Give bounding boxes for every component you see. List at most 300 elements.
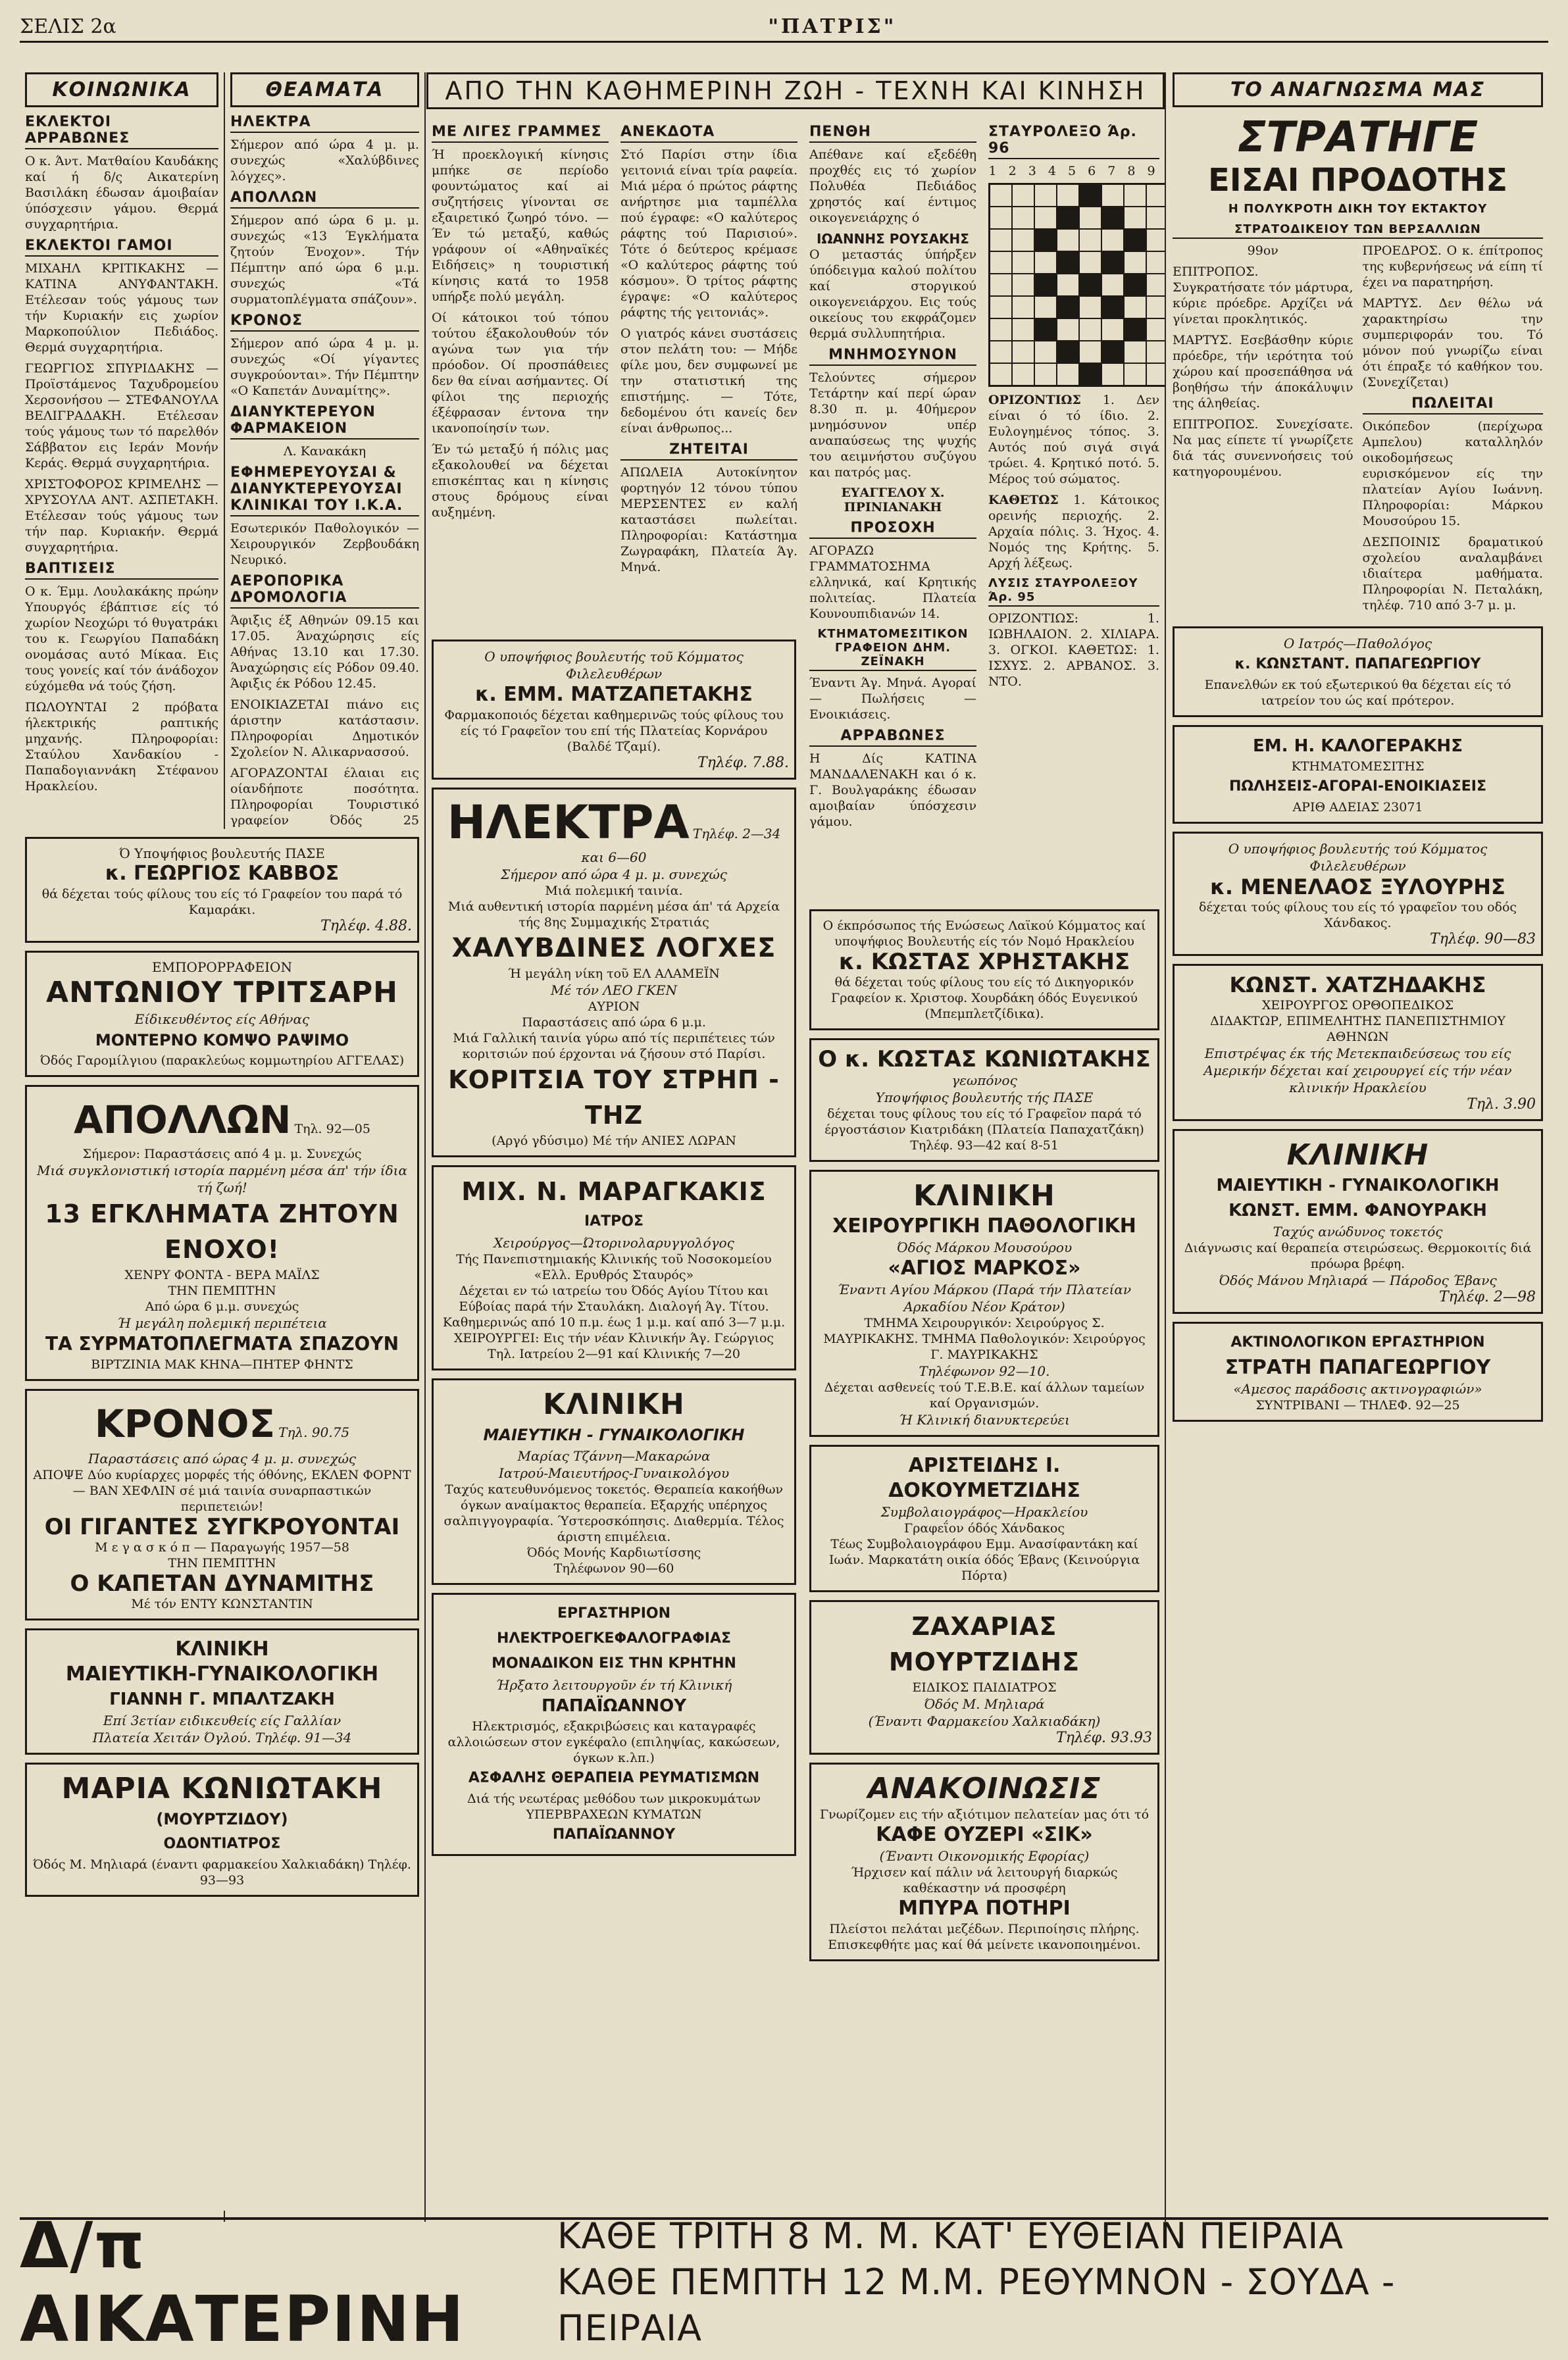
footer-ship-ad xyxy=(20,2209,1548,2356)
ad-line: ΒΙΡΤΖΙΝΙΑ ΜΑΚ ΚΗΝΑ—ΠΗΤΕΡ ΦΗΝΤΣ xyxy=(91,1357,353,1372)
article-text: Ο γιατρός κάνει συστάσεις στον πελάτη του: — Μήδε φίλε μου, δεν συμφωνεί με την στατιστική της επιστήμης. — Τότε, δεδομένου ότι κανείς δεν είναι άνθρωπος... xyxy=(620,326,797,436)
crossword-cell xyxy=(1101,207,1124,229)
article-text: Ο κ. Έμμ. Λουλακάκης πρώην Υπουργός έβάπτισε είς τό χωρίον Νεοχώρι τό θυγατράκι του κ. Γεωργίου Παπαδάκη ονομάσας αυτό Μίκαα. Εις τους γονείς καί τόν άνάδοχον εύχόμεθα νά τούς ζήση. xyxy=(25,584,218,693)
ad-line: Γνωρίζομεν εις τήν αξιότιμον πελατείαν μας ότι τό xyxy=(819,1807,1150,1822)
ad-line: Ή μεγάλη νίκη τοῦ ΕΛ ΑΛΑΜΕΪΝ xyxy=(508,967,720,981)
crossword-cell[interactable] xyxy=(1146,251,1165,274)
crossword-across-heading: ΟΡΙΖΟΝΤΙΩΣ xyxy=(988,393,1081,407)
article-text: Σήμερον από ώρα 4 μ. μ. συνεχώς «Οί γίγαντες συγκρούονται». Τήν Πέμπτην «Ο Καπετάν Δυναμίτης». xyxy=(230,336,419,398)
crossword-cell[interactable] xyxy=(990,318,1012,341)
crossword-cell[interactable] xyxy=(1101,184,1124,207)
ad-line: ΠΩΛΗΣΕΙΣ-ΑΓΟΡΑΙ-ΕΝΟΙΚΙΑΣΕΙΣ xyxy=(1228,778,1487,795)
ad-line: (ΜΟΥΡΤΖΙΔΟΥ) xyxy=(156,1810,288,1828)
ad-line: Ταχύς κατευθυνόμενος τοκετός. Θεραπεία κακοήθων όγκων αναίμακτος θεραπεία. Εξαρχής υπέρηχος σαλπιγγογραφία. Ύστεροσκόπησις. Διαθερμία. Τέλος άριστη επιμέλεια. xyxy=(443,1482,784,1544)
ad-line: ΚΛΙΝΙΚΗ xyxy=(543,1388,685,1421)
ad-film-title: ΤΑ ΣΥΡΜΑΤΟΠΛΕΓΜΑΤΑ ΣΠΑΖΟΥΝ xyxy=(45,1333,399,1355)
ad-name: κ. ΜΕΝΕΛΑΟΣ ΞΥΛΟΥΡΗΣ xyxy=(1210,874,1505,899)
crossword-cell[interactable] xyxy=(990,341,1012,363)
ads-center-right-column xyxy=(804,901,1165,2211)
ad-line: Γραφεΐον όδός Χάνδακος xyxy=(904,1521,1065,1536)
ad-name: ΑΝΤΩΝΙΟΥ ΤΡΙΤΣΑΡΗ xyxy=(46,976,398,1009)
section-heading: ΗΛΕΚΤΡΑ xyxy=(230,114,419,133)
ads-center-column xyxy=(426,632,801,2211)
crossword-column xyxy=(983,118,1165,895)
ad-name: ΜΑΡΙΑ ΚΩΝΙΩΤΑΚΗ xyxy=(61,1772,383,1805)
crossword-cell[interactable] xyxy=(990,184,1012,207)
ad-line: ΑΣΦΑΛΗΣ ΘΕΡΑΠΕΙΑ ΡΕΥΜΑΤΙΣΜΩΝ xyxy=(468,1770,760,1786)
ad-line: ΟΔΟΝΤΙΑΤΡΟΣ xyxy=(163,1836,281,1852)
ad-name: ΓΙΑΝΝΗ Γ. ΜΠΑΛΤΖΑΚΗ xyxy=(109,1690,335,1709)
article-text: Στό Παρίσι στην ίδια γειτονιά είναι τρία ραφεία. Μιά μέρα ό πρώτος ράφτης ανήρτησε μια ταμπέλλα πού έγραφε: «Ο καλύτερος ράφτης τού Παρισιού». Τότε ό δεύτερος κρέμασε «Ο καλύτερος ράφτης τού κόσμου». Ό τρίτος ράφτης έγραψε: «Ο καλύτερος ράφτης τής γειτονιάς». xyxy=(620,147,797,320)
serial-text: ΜΑΡΤΥΣ. Δεν θέλω νά χαρακτηρίσω την συμπεριφοράν του. Τό μόνον πού γνωρίζω είναι ότι έπραξε τό καθήκον του. (Συνεχίζεται) xyxy=(1362,296,1543,389)
ad-line: ΑΡΙΘ ΑΔΕΙΑΣ 23071 xyxy=(1292,800,1423,815)
classified-text: ΑΓΟΡΑΖΟΝΤΑΙ έλαιαι εις οίανδήποτε ποσότητα. Πληροφορίαι Τουριστικό γραφείον Όδός 25 xyxy=(230,766,419,828)
ad-line: ΕΜΠΟΡΟΡΡΑΦΕΙΟΝ xyxy=(152,959,292,975)
ad-line: ΙΑΤΡΟΣ xyxy=(584,1213,644,1230)
crossword-cell[interactable] xyxy=(990,251,1012,274)
ad-line: Όδός Μ. Μηλιαρά (έναντι φαρμακείου Χαλκιαδάκη) Τηλέφ. 93—93 xyxy=(33,1857,411,1888)
article-text: Τελούντες σήμερον Τετάρτην καί περί ώραν 8.30 π. μ. 40ήμερον μνημόσυνον υπέρ αναπαύσεως της ψυχής του αειμνήστου συζύγου και πατρός μας. xyxy=(809,370,976,480)
ad-heading: ΑΝΑΚΟΙΝΩΣΙΣ xyxy=(867,1772,1101,1805)
ad-line: Παραστάσεις από ώρας 4 μ. μ. συνεχώς xyxy=(88,1451,357,1467)
ad-line: ΚΛΙΝΙΚΗ xyxy=(913,1179,1055,1213)
article-text: Λ. Κανακάκη xyxy=(283,444,367,459)
ad-line: Μιά πολεμική ταινία. xyxy=(545,884,683,898)
ad-phone: Τηλ. Ιατρείου 2—91 καί Κλινικής 7—20 xyxy=(488,1347,740,1361)
column-me-liges-grammes xyxy=(426,118,614,625)
section-heading: ΖΗΤΕΙΤΑΙ xyxy=(620,441,797,461)
crossword-cell[interactable] xyxy=(1124,341,1146,363)
classified-text: Οικόπεδον (περίχωρα Αμπελου) καταλληλόν οικοδομήσεως ευρισκόμενον είς την πλατείαν Αγίου Ιωάννη. Πληροφορίαι: Μάρκου Μουσούρου 15. xyxy=(1362,419,1543,528)
ad-film-title: ΟΙ ΓΙΓΑΝΤΕΣ ΣΥΓΚΡΟΥΟΝΤΑΙ xyxy=(44,1514,400,1540)
crossword-cell[interactable] xyxy=(1012,184,1034,207)
crossword-cell[interactable] xyxy=(1012,363,1034,386)
ad-phone: Τηλέφ. 4.88. xyxy=(320,918,412,934)
ad-line: ΑΠΟΨΕ Δύο κυρίαρχες μορφές τής όθόνης, ΕΚΛΕΝ ΦΟΡΝΤ — ΒΑΝ ΧΕΦΛΙΝ σέ μιά ταινία συναρπαστικών περιπετειών! xyxy=(33,1468,411,1514)
crossword-cell[interactable] xyxy=(990,363,1012,386)
page-header xyxy=(20,12,1548,43)
crossword-cell[interactable] xyxy=(1146,207,1165,229)
crossword-cell[interactable] xyxy=(1057,229,1079,251)
crossword-cell[interactable] xyxy=(1034,363,1057,386)
ad-line: Σήμερον από ώρα 4 μ. μ. συνεχώς xyxy=(501,866,727,882)
ad-name: ΚΩΝΣΤ. ΧΑΤΖΗΔΑΚΗΣ xyxy=(1229,972,1486,997)
ad-line: ΚΤΗΜΑΤΟΜΕΣΙΤΗΣ xyxy=(1291,759,1425,774)
ad-line: ΚΛΙΝΙΚΗ xyxy=(175,1638,269,1661)
crossword-cell xyxy=(1034,229,1057,251)
serial-title-line2: ΕΙΣΑΙ ΠΡΟΔΟΤΗΣ xyxy=(1208,162,1507,199)
ad-name: ΠΑΠΑΪΩΑΝΝΟΥ xyxy=(541,1696,687,1716)
ad-line: Φαρμακοποιός δέχεται καθημερινῶς τούς φίλους του είς τό Γραφεῖον του επί τής Πλατείας Κορνάρου (Βαλδέ Τζαμί). xyxy=(444,708,784,754)
crossword-cell xyxy=(1101,251,1124,274)
ad-line: ΑΚΤΙΝΟΛΟΓΙΚΟΝ ΕΡΓΑΣΤΗΡΙΟΝ xyxy=(1230,1334,1485,1351)
newspaper-title: "ΠΑΤΡΙΣ" xyxy=(768,14,897,38)
ad-phone: Τηλέφωνον 90—60 xyxy=(553,1561,674,1576)
ad-line: Όδός Μονής Καρδιωτίσσης xyxy=(526,1545,701,1560)
ad-aktinologiko xyxy=(1173,1322,1543,1422)
article-text: Ο κ. Άντ. Ματθαίου Καυδάκης καί ή δ/ς Αικατερίνη Βασιλάκη έδωσαν άμοιβαίαν ύπόσχεσιν γάμου. Θερμά συγχαρητήρια. xyxy=(25,154,218,232)
ad-line: δέχεται τους φίλους του είς τό Γραφεῖον παρά τό έργοστάσιον Κιατριδάκη (Πλατεία Παπαχατζάκη) Τηλέφ. 93—42 καί 8-51 xyxy=(824,1107,1144,1153)
ad-line: Μιά αυθεντική ιστορία παρμένη μέσα άπ' τά Αρχεία τής 8ης Συμμαχικής Στρατιάς xyxy=(447,899,780,930)
article-text: Οί κάτοικοι τού τόπου τούτου έξακολουθούν τόν αγώνα των για τήν πρόοδον. Οί προσπάθειες δεν θα είναι ασήμαντες. Οί φίλοι της περιοχής έξέφρασαν έντονα την ικανοποίησίν των. xyxy=(432,311,609,436)
ad-line: ΕΙΔΙΚΟΣ ΠΑΙΔΙΑΤΡΟΣ xyxy=(912,1680,1057,1695)
crossword-cell[interactable] xyxy=(1034,184,1057,207)
ad-maragkakis xyxy=(432,1165,796,1370)
crossword-across-clues: 1. Δεν είναι ό τό ίδιο. 2. Ευλογημένος τόπος. 3. Αυτός πού σιγά σιγά τρώει. 4. Κρητικό ποτό. 5. Μέρος τού σώματος. xyxy=(988,393,1159,486)
ad-line: ΜΑΙΕΥΤΙΚΗ - ΓΥΝΑΙΚΟΛΟΓΙΚΗ xyxy=(1216,1176,1500,1195)
ad-line: Τής Πανεπιστημιακής Κλινικής τοῦ Νοσοκομείου «Ελλ. Ερυθρός Σταυρός» xyxy=(456,1252,772,1282)
ad-line: Ο υποψήφιος βουλευτής τοῦ Κόμματος Φιλελευθέρων xyxy=(484,649,744,682)
ad-line: γεωπόνος xyxy=(951,1072,1017,1088)
crossword-cell xyxy=(1101,341,1124,363)
ad-line: Ηλεκτρισμός, εξακριβώσεις και καταγραφές αλλοιώσεων στον εγκέφαλο (επιληψίας, κακώσεων, όγκων κ.λπ.) xyxy=(447,1719,780,1765)
ad-name: Ο κ. ΚΩΣΤΑΣ ΚΩΝΙΩΤΑΚΗΣ xyxy=(818,1046,1151,1072)
crossword-cell[interactable] xyxy=(1124,207,1146,229)
crossword-cell[interactable] xyxy=(1146,274,1165,296)
ad-line: Ή μεγάλη πολεμική περιπέτεια xyxy=(117,1315,327,1331)
ad-line: Ό Υποψήφιος βουλευτής ΠΑΣΕ xyxy=(119,845,325,861)
crossword-cell[interactable] xyxy=(990,229,1012,251)
ad-line: ΣΥΝΤΡΙΒΑΝΙ — ΤΗΛΕΦ. 92—25 xyxy=(1255,1398,1460,1413)
crossword-cell[interactable] xyxy=(1146,184,1165,207)
ad-line: Επιστρέψας έκ τής Μετεκπαιδεύσεως του είς Αμερικήν δέχεται καί χειρουργεί είς τήν νέαν κλινικήν Ηρακλείου xyxy=(1203,1045,1512,1095)
crossword-cell[interactable] xyxy=(1012,229,1034,251)
classified-text: Έναντι Άγ. Μηνά. Αγοραί — Πωλήσεις — Ενοικιάσεις. xyxy=(809,676,976,722)
ad-line: ΚΛΙΝΙΚΗ xyxy=(1286,1138,1429,1172)
ad-name: ΑΡΙΣΤΕΙΔΗΣ Ι. ΔΟΚΟΥΜΕΤΖΙΔΗΣ xyxy=(888,1454,1080,1502)
ad-line: Ταχύς ανώδυνος τοκετός xyxy=(1273,1224,1443,1240)
ad-xristakis xyxy=(809,909,1159,1030)
ad-line: Χειρούργος—Ώτορινολαρυγγολόγος xyxy=(493,1235,734,1251)
ad-line: Ο Ιατρός—Παθολόγος xyxy=(1283,636,1432,651)
page-number: ΣΕΛΙΣ 2α xyxy=(20,14,116,38)
crossword-number: Άρ. 96 xyxy=(988,124,1137,157)
section-heading: ΜΝΗΜΟΣΥΝΟΝ xyxy=(809,347,976,366)
section-heading: ΠΕΝΘΗ xyxy=(809,124,976,143)
crossword-cell[interactable] xyxy=(1034,296,1057,318)
crossword-cell[interactable] xyxy=(990,274,1012,296)
ad-kavvos xyxy=(25,837,419,943)
ad-phone: Τηλ. 3.90 xyxy=(1467,1096,1536,1113)
ad-tritsaris xyxy=(25,951,419,1077)
ad-name: ΜΙΧ. Ν. ΜΑΡΑΓΚΑΚΙΣ xyxy=(461,1177,767,1206)
ad-line: Δέχεται ασθενείς τού Τ.Ε.Β.Ε. καί άλλων ταμείων καί Οργανισμών. xyxy=(824,1380,1145,1411)
classified-text: ΑΠΩΛΕΙΑ Αυτοκίνητον φορτηγόν 12 τόνου τύπου ΜΕΡΣΕΝΤΕΣ εν καλή καταστάσει πωλείται. Πληροφορίαι: Κατάστημα Ζωγραφάκη, Πλατεία Άγ. Μηνά. xyxy=(620,465,797,574)
ad-line: Συμβολαιογράφος—Ηρακλείου xyxy=(880,1504,1088,1520)
crossword-cell[interactable] xyxy=(1057,274,1079,296)
crossword-cell[interactable] xyxy=(1101,363,1124,386)
ad-line: ΠΑΠΑΪΩΑΝΝΟΥ xyxy=(552,1826,676,1843)
ad-line: Μέ τόν ΕΝΤΥ ΚΩΝΣΤΑΝΤΙΝ xyxy=(131,1597,313,1611)
section-heading: ΠΡΟΣΟΧΗ xyxy=(809,520,976,539)
ad-line: ΤΗΝ ΠΕΜΠΤΗΝ xyxy=(168,1556,276,1570)
ad-line: Δέχεται εν τώ ιατρείω του Όδός Αγίου Τίτου και Εύβοίας παρά τήν Σταυλάκη. Διαλογή Άγ. Τίτου. Καθημερινώς από 10 π.μ. έως 1 μ.μ. καί από 3—7 μ.μ. xyxy=(442,1284,786,1330)
ad-line: ΔΙΔΑΚΤΩΡ, ΕΠΙΜΕΛΗΤΗΣ ΠΑΝΕΠΙΣΤΗΜΙΟΥ ΑΘΗΝΩΝ xyxy=(1209,1014,1506,1044)
ad-name: «ΑΓΙΟΣ ΜΑΡΚΟΣ» xyxy=(888,1257,1081,1280)
crossword-cell xyxy=(1034,274,1057,296)
ad-film-title: ΚΟΡΙΤΣΙΑ ΤΟΥ ΣΤΡΗΠ - ΤΗΖ xyxy=(448,1065,780,1130)
ad-ilektra-cinema xyxy=(432,788,796,1157)
ad-phone: Τηλέφ. 2—98 xyxy=(1439,1289,1536,1305)
article-text: ΓΕΩΡΓΙΟΣ ΣΠΥΡΙΔΑΚΗΣ — Προϊστάμενος Ταχυδρομείου Χερσονήσου — ΣΤΕΦΑΝΟΥΛΑ ΒΕΛΙΓΡΑΔΑΚΗ. Ετέλεσαν τούς γάμους των τό παρελθόν Σάββατον εις Ιεράν Μονήν Κεράς. Θερμά συγχαρητήρια. xyxy=(25,361,218,470)
article-text: Σήμερον από ώρα 4 μ. μ. συνεχώς «Χαλύβδινες λόγχες». xyxy=(230,138,419,184)
ship-schedule-line: ΚΑΘΕ ΠΕΜΠΤΗ 12 Μ.Μ. ΡΕΘΥΜΝΟΝ - ΣΟΥΔΑ - ΠΕΙΡΑΙΑ xyxy=(557,2261,1396,2349)
crossword-cell[interactable] xyxy=(1057,184,1079,207)
section-title-anagnosma: ΤΟ ΑΝΑΓΝΩΣΜΑ ΜΑΣ xyxy=(1173,72,1543,107)
crossword-cell xyxy=(1124,229,1146,251)
ad-line: δέχεται τούς φίλους του είς τό γραφεῖον του οδός Χάνδακος. xyxy=(1198,900,1517,930)
ad-name: ΖΑΧΑΡΙΑΣ ΜΟΥΡΤΖΙΔΗΣ xyxy=(888,1612,1080,1676)
section-title-koinonika: ΚΟΙΝΩΝΙΚΑ xyxy=(25,72,218,107)
crossword-cell[interactable] xyxy=(1079,296,1101,318)
section-heading: ΒΑΠΤΙΣΕΙΣ xyxy=(25,561,218,580)
ad-line: Μιά Γαλλική ταινία γύρω από τίς περιπέτειες τών κοριτσιών πού έρχονται νά ζήσουν στό Παρίσι. xyxy=(453,1031,775,1061)
ad-kafe-sik xyxy=(809,1763,1159,1961)
serial-episode: 99ον xyxy=(1247,243,1278,258)
serial-text: ΕΠΙΤΡΟΠΟΣ. Συγκρατήσατε τόν μάρτυρα, κύριε πρόεδρε. Αρχίζει νά γίνεται προκλητικός. xyxy=(1173,264,1353,326)
crossword-cell[interactable] xyxy=(1012,296,1034,318)
article-text: Άφιξις έξ Αθηνών 09.15 και 17.05. Άναχώρησις είς Αθήνας 13.10 και 17.30. Άναχώρησις είς Ρόδον 09.40. Άφιξις έκ Ρόδου 12.45. xyxy=(230,613,419,691)
article-text: Ή προεκλογική κίνησις μπήκε σε περίοδο φουντώματος καί ai συζητήσεις γίνονται σε εξαιρετικό ζωηρό τόνο. — Έν τώ μεταξύ, καθώς γράφουν οί «Αθηναϊκές Ειδήσεις» η τουριστική κίνησις κατά το 1958 υπήρξε πολύ μεγάλη. xyxy=(432,147,609,304)
ad-line: ΤΗΝ ΠΕΜΠΤΗΝ xyxy=(168,1284,276,1298)
crossword-column-numbers: 1 2 3 4 5 6 7 8 9 xyxy=(988,164,1159,178)
ad-kronos-cinema xyxy=(25,1389,419,1620)
ad-line: «Αμεσος παράδοσις ακτινογραφιών» xyxy=(1233,1381,1482,1397)
serial-text: ΠΡΟΕΔΡΟΣ. Ο κ. έπίτροπος της κυβερνήσεως νά είπη τί έχει να παρατηρήση. xyxy=(1362,243,1543,289)
ad-name: κ. ΕΜΜ. ΜΑΤΖΑΠΕΤΑΚΗΣ xyxy=(475,683,753,706)
ad-name: κ. ΚΩΣΤΑΣ ΧΡΗΣΤΑΚΗΣ xyxy=(838,949,1130,975)
serial-text: ΕΠΙΤΡΟΠΟΣ. Συνεχίσατε. Να μας είπετε τί γνωρίζετε διά τάς συνεννοήσεις τού κατηγορουμένου. xyxy=(1173,417,1353,479)
ad-clinic-fanourakis xyxy=(1173,1129,1543,1314)
ad-line: ΜΟΝΑΔΙΚΟΝ ΕΙΣ ΤΗΝ ΚΡΗΤΗΝ xyxy=(492,1655,736,1672)
classified-text: ΕΝΟΙΚΙΑΖΕΤΑΙ πιάνο εις άριστην κατάστασιν. Πληροφορίαι Δημοτικόν Σχολείον Ν. Αλικαρνασσού. xyxy=(230,697,419,759)
section-title-theamata: ΘΕΑΜΑΤΑ xyxy=(230,72,419,107)
serial-subtitle: Η ΠΟΛΥΚΡΟΤΗ ΔΙΚΗ ΤΟΥ ΕΚΤΑΚΤΟΥ xyxy=(1228,202,1488,216)
section-heading: ΑΕΡΟΠΟΡΙΚΑ ΔΡΟΜΟΛΟΓΙΑ xyxy=(230,573,419,609)
ad-phone: Τηλ. 92—05 xyxy=(294,1122,370,1136)
ad-line: θά δέχεται τούς φίλους του είς τό Γραφείον του παρά τό Καμαράκι. xyxy=(41,887,403,917)
section-heading: ΚΤΗΜΑΤΟΜΕΣΙΤΙΚΟΝ ΓΡΑΦΕΙΟΝ ΔΗΜ. ΖΕΪΝΑΚΗ xyxy=(809,627,976,671)
ad-line: ΧΕΙΡΟΥΡΓΙΚΗ ΠΑΘΟΛΟΓΙΚΗ xyxy=(832,1215,1136,1238)
crossword-cell[interactable] xyxy=(990,207,1012,229)
crossword-cell xyxy=(1057,296,1079,318)
crossword-title: ΣΤΑΥΡΟΛΕΞΟ xyxy=(988,124,1102,140)
serial-subtitle: ΣΤΡΑΤΟΔΙΚΕΙΟΥ ΤΩΝ ΒΕΡΣΑΛΛΙΩΝ xyxy=(1173,222,1543,239)
ad-name: ΗΛΕΚΤΡΑ xyxy=(447,795,690,849)
section-heading: ΑΡΡΑΒΩΝΕΣ xyxy=(809,728,976,747)
ad-apollon-cinema xyxy=(25,1085,419,1381)
ad-name: ΜΠΥΡΑ ΠΟΤΗΡΙ xyxy=(898,1897,1071,1920)
crossword-cell xyxy=(1079,184,1101,207)
ad-line: Ή Κλινική διανυκτερεύει xyxy=(899,1412,1070,1428)
ad-papageorgiou-doctor xyxy=(1173,626,1543,717)
crossword-cell xyxy=(1124,274,1146,296)
ad-line: Είδικευθέντος είς Αθήνας xyxy=(134,1011,310,1027)
ad-line: Όδός Γαρομίλγιου (παρακλεύως κομμωτηρίου ΑΓΓΕΛΑΣ) xyxy=(39,1053,405,1068)
ad-line: ΧΕΙΡΟΥΡΓΕΙ: Εις τήν νέαν Κλινικήν Άγ. Γεώργιος xyxy=(453,1331,774,1345)
crossword-cell[interactable] xyxy=(1079,318,1101,341)
article-text: Έν τώ μεταξύ ή πόλις μας εξακολουθεί να δέχεται επισκέπτας και η κίνησις στους δρόμους είναι αυξημένη. xyxy=(432,442,609,520)
ad-line: Μέ τόν ΛΕΟ ΓΚΕΝ xyxy=(551,982,677,998)
crossword-cell[interactable] xyxy=(1034,341,1057,363)
ad-line: Από ώρα 6 μ.μ. συνεχώς xyxy=(145,1299,299,1314)
ad-line: Ο έκπρόσωπος τής Ενώσεως Λαϊκού Κόμματος καί υποψήφιος Βουλευτής είς τόν Νομό Ηρακλείου xyxy=(822,918,1146,949)
crossword-cell[interactable] xyxy=(1146,318,1165,341)
crossword-cell[interactable] xyxy=(1101,274,1124,296)
crossword-cell[interactable] xyxy=(1079,207,1101,229)
column-rule xyxy=(424,72,426,2222)
crossword-cell[interactable] xyxy=(1146,341,1165,363)
ad-dokoumetzidis xyxy=(809,1445,1159,1592)
ad-matzapetakis xyxy=(432,640,796,780)
ad-koniotakis xyxy=(809,1038,1159,1162)
article-text: Απέθανε καί εξεδέθη προχθές εις τό χωρίον Πολυθέα Πεδιάδος χρηστός καί έντιμος οικογενειάρχης ό xyxy=(809,147,976,225)
section-heading: ΔΙΑΝΥΚΤΕΡΕΥΟΝ ΦΑΡΜΑΚΕΙΟΝ xyxy=(230,404,419,439)
ad-name: ΕΜ. Η. ΚΑΛΟΓΕΡΑΚΗΣ xyxy=(1253,736,1463,756)
crossword-cell[interactable] xyxy=(1101,318,1124,341)
ad-clinic-tzanni xyxy=(432,1378,796,1585)
ad-clinic-agios-markos xyxy=(809,1170,1159,1437)
column-rule xyxy=(1165,72,1166,2222)
ad-line: Τέως Συμβολαιογράφου Εμμ. Ανασίφαντάκη καί Ιωάν. Μαρκατάτη οικία όδός Έβανς (Κεινούργια Πόρτα) xyxy=(828,1537,1140,1583)
section-heading: ΕΚΛΕΚΤΟΙ ΓΑΜΟΙ xyxy=(25,238,218,257)
ad-line: Πλατεία Χειτάν Όγλού. Τηλέφ. 91—34 xyxy=(92,1730,352,1745)
ad-phone: Τηλ. 90.75 xyxy=(278,1424,350,1440)
crossword-cell[interactable] xyxy=(990,296,1012,318)
ad-line: Έναντι Αγίου Μάρκου (Παρά τήν Πλατείαν Αρκαδίου Νέον Κράτον) xyxy=(837,1282,1132,1315)
ad-line: Παραστάσεις από ώρα 6 μ.μ. xyxy=(522,1015,706,1030)
crossword-cell xyxy=(1101,296,1124,318)
ad-line: ΜΑΙΕΥΤΙΚΗ - ΓΥΝΑΙΚΟΛΟΓΙΚΗ xyxy=(483,1426,745,1444)
ad-line: ΧΕΙΡΟΥΡΓΟΣ ΟΡΘΟΠΕΔΙΚΟΣ xyxy=(1261,998,1454,1013)
crossword-cell[interactable] xyxy=(1034,207,1057,229)
ad-name: Μαρίας Τζάννη—Μακαρώνα xyxy=(517,1448,711,1464)
serial-text: ΜΑΡΤΥΣ. Εσεβάσθην κύριε πρόεδρε, τήν ιερότητα τού χώρου καί προσεπάθησα νά βοηθήσω τήν άποκάλυψιν της άληθείας. xyxy=(1173,333,1353,411)
ad-phone: Τηλέφ. 90—83 xyxy=(1430,931,1536,947)
column-theamata xyxy=(225,72,424,829)
column-anagnosma xyxy=(1167,72,1548,2211)
crossword-grid[interactable] xyxy=(988,183,1165,387)
ad-film-title: 13 ΕΓΚΛΗΜΑΤΑ ΖΗΤΟΥΝ ΕΝΟΧΟ! xyxy=(45,1199,399,1264)
crossword-down-clues: 1. Κάτοικος ορεινής περιοχής. 2. Αρχαία πόλις. 3. Ήχος. 4. Νομός της Κρήτης. 5. Αρχή λέξεως. xyxy=(988,493,1159,570)
crossword-cell[interactable] xyxy=(1124,251,1146,274)
crossword-cell[interactable] xyxy=(1012,251,1034,274)
crossword-cell[interactable] xyxy=(1012,341,1034,363)
ad-line: (Έναντι Οικονομικής Εφορίας) xyxy=(879,1848,1090,1864)
ad-film-title: Ο ΚΑΠΕΤΑΝ ΔΥΝΑΜΙΤΗΣ xyxy=(70,1570,374,1597)
classified-text: ΠΩΛΟΥΝΤΑΙ 2 πρόβατα ήλεκτρικής ραπτικής μηχανής. Πληροφορίαι: Σταύλου Χανδακίου - Παπαδογιαννάκη Στέφανου Ηρακλείου. xyxy=(25,700,218,793)
crossword-solution: ΟΡΙΖΟΝΤΙΩΣ: 1. ΙΩΒΗΛΑΙΟΝ. 2. ΧΙΛΙΑΡΑ. 3. ΟΓΚΟΙ. ΚΑΘΕΤΩΣ: 1. ΙΣΧΥΣ. 2. ΑΡΒΑΝΟΣ. 3. ΝΤΟ. xyxy=(988,611,1159,689)
column-anekdota xyxy=(615,118,803,625)
section-heading: ΑΠΟΛΛΩΝ xyxy=(230,189,419,209)
section-heading: ΕΚΛΕΚΤΟΙ ΑΡΡΑΒΩΝΕΣ xyxy=(25,114,218,149)
ad-phone: Τηλέφ. 7.88. xyxy=(697,755,789,771)
ship-name: Δ/π ΑΙΚΑΤΕΡΙΝΗ xyxy=(20,2209,465,2356)
ad-line: ΑΥΡΙΟΝ xyxy=(588,999,640,1014)
crossword-cell[interactable] xyxy=(1146,296,1165,318)
crossword-cell[interactable] xyxy=(1124,363,1146,386)
article-text: Ο μεταστάς ύπήρξεν ύπόδειγμα καλού πολίτου καί στοργικού οικογενειάρχου. Εις τούς οικείους του εκφράζομεν θερμά συλλυπητήρια. xyxy=(809,247,976,341)
ad-line: Όδός Μάνου Μηλιαρά — Πάροδος Έβανς xyxy=(1219,1272,1497,1288)
ad-line: ΜΟΝΤΕΡΝΟ ΚΟΜΨΟ ΡΑΨΙΜΟ xyxy=(95,1031,349,1049)
ad-clinic-mpaltzakis xyxy=(25,1628,419,1755)
ad-phone: Τηλέφωνον 92—10. xyxy=(919,1363,1050,1379)
article-text: ΜΙΧΑΗΛ ΚΡΙΤΙΚΑΚΗΣ — ΚΑΤΙΝΑ ΑΝΥΦΑΝΤΑΚΗ. Ετέλεσαν τούς γάμους των τήν Κυριακήν εις χωρίον Μαρκοπούλιον Πεδιάδος. Θερμά συγχαρητήρια. xyxy=(25,261,218,355)
ad-line: Επανελθών εκ τού εξωτερικού θα δέχεται είς τό ιατρείον του ώς καί πρότερον. xyxy=(1204,678,1511,708)
column-notices xyxy=(804,118,982,895)
section-heading: ΕΦΗΜΕΡΕΥΟΥΣΑΙ & ΔΙΑΝΥΚΤΕΡΕΥΟΥΣΑΙ ΚΛΙΝΙΚΑΙ ΤΟΥ Ι.Κ.Α. xyxy=(230,464,419,516)
crossword-cell[interactable] xyxy=(1146,363,1165,386)
article-text: Η Δίς ΚΑΤΙΝΑ ΜΑΝΔΑΛΕΝΑΚΗ και ό κ. Γ. Βουλγαράκης έδωσαν αμοιβαίαν ύπόσχεσιν γάμου. xyxy=(809,751,976,829)
ad-koniotaki-dentist xyxy=(25,1763,419,1897)
crossword-cell[interactable] xyxy=(1079,341,1101,363)
crossword-cell xyxy=(1079,363,1101,386)
ad-line: Όδός Μ. Μηλιαρά xyxy=(924,1696,1045,1712)
crossword-cell[interactable] xyxy=(1034,251,1057,274)
ad-line: Ήρχισεν καί πάλιν νά λειτουργή διαρκώς καθέκαστην νά προσφέρη xyxy=(851,1865,1118,1896)
crossword-cell[interactable] xyxy=(1057,318,1079,341)
crossword-cell xyxy=(1057,341,1079,363)
crossword-cell[interactable] xyxy=(1101,229,1124,251)
section-heading: ΑΝΕΚΔΟΤΑ xyxy=(620,124,797,143)
crossword-cell[interactable] xyxy=(1012,274,1034,296)
article-text: ΧΡΙΣΤΟΦΟΡΟΣ ΚΡΙΜΕΛΗΣ — ΧΡΥΣΟΥΛΑ ΑΝΤ. ΑΣΠΕΤΑΚΗ. Ετέλεσαν τούς γάμους των τήν παρ. Κυριακήν. Θερμά συγχαρητήρια. xyxy=(25,477,218,555)
ad-name: ΣΤΡΑΤΗ ΠΑΠΑΓΕΩΡΓΙΟΥ xyxy=(1225,1356,1491,1379)
ad-name: ΚΡΟΝΟΣ xyxy=(94,1401,276,1446)
section-heading: ΚΡΟΝΟΣ xyxy=(230,313,419,332)
crossword-down-heading: ΚΑΘΕΤΩΣ xyxy=(988,493,1059,507)
crossword-cell[interactable] xyxy=(1012,318,1034,341)
crossword-cell[interactable] xyxy=(1124,296,1146,318)
crossword-cell xyxy=(1057,251,1079,274)
crossword-cell[interactable] xyxy=(1079,229,1101,251)
ad-line: ΕΡΓΑΣΤΗΡΙΟΝ ΗΛΕΚΤΡΟΕΓΚΕΦΑΛΟΓΡΑΦΙΑΣ xyxy=(496,1605,732,1647)
serial-title-line1: ΣΤΡΑΤΗΓΕ xyxy=(1237,113,1479,162)
ad-line: (Αργό γδύσιμο) Μέ τήν ΑΝΙΕΣ ΛΩΡΑΝ xyxy=(492,1134,736,1148)
ad-line: Ιατρού-Μαιευτήρος-Γυναικολόγου xyxy=(498,1465,730,1481)
crossword-cell xyxy=(1079,274,1101,296)
crossword-cell[interactable] xyxy=(1057,363,1079,386)
ad-line: (Έναντι Φαρμακείου Χαλκιαδάκη) xyxy=(868,1713,1101,1729)
classified-text: ΑΓΟΡΑΖΩ ΓΡΑΜΜΑΤΟΣΗΜΑ ελληνικά, καί Κρητικής πολιτείας. Πλατεία Κουνουπιδιανών 14. xyxy=(809,543,976,621)
crossword-solution-title: ΛΥΣΙΣ ΣΤΑΥΡΟΛΕΞΟΥ Άρ. 95 xyxy=(988,576,1159,607)
ad-line: Επί 3ετίαν ειδικευθείς είς Γαλλίαν xyxy=(103,1713,341,1728)
ad-line: Υποψήφιος βουλευτής τής ΠΑΣΕ xyxy=(875,1090,1094,1105)
crossword-cell[interactable] xyxy=(1079,251,1101,274)
section-heading: ΜΕ ΛΙΓΕΣ ΓΡΑΜΜΕΣ xyxy=(432,124,609,143)
crossword-cell[interactable] xyxy=(1012,207,1034,229)
ad-film-title: ΧΑΛΥΒΔΙΝΕΣ ΛΟΓΧΕΣ xyxy=(451,933,776,963)
ad-line: ΤΜΗΜΑ Χειρουργικόν: Χειρούργος Σ. ΜΑΥΡΙΚΑΚΗΣ. ΤΜΗΜΑ Παθολογικόν: Χειρούργος Γ. ΜΑΥΡΙΚΑΚΗΣ xyxy=(823,1316,1146,1362)
ad-line: Μιά συγκλονιστική ιστορία παρμένη μέσα άπ' τήν ίδια τή ζωή! xyxy=(36,1163,408,1195)
article-text: Εσωτερικόν Παθολογικόν — Χειρουργικόν Ζερβουδάκη Νευρικό. xyxy=(230,521,419,567)
ad-name: κ. ΓΕΩΡΓΙΟΣ ΚΑΒΒΟΣ xyxy=(105,862,340,885)
article-text: Σήμερον από ώρα 6 μ. μ. συνεχώς «13 Έγκλήματα ζητούν Ένοχον». Τήν Πέμπτην από ώρα 6 μ.μ. συνεχώς «Τά συρματοπλέγματα σπάζουν». xyxy=(230,213,419,307)
ad-line: Σήμερον: Παραστάσεις από 4 μ. μ. Συνεχώς xyxy=(82,1147,362,1161)
ad-line: θά δέχεται τούς φίλους του είς τό Δικηγορικόν Γραφείον κ. Χριστοφ. Χουρδάκη όδός Ευγενικού (Μπεμπλετζίδικα). xyxy=(831,975,1138,1021)
ad-name: ΚΩΝΣΤ. ΕΜΜ. ΦΑΝΟΥΡΑΚΗ xyxy=(1228,1201,1487,1220)
person-name: ΕΥΑΓΓΕΛΟΥ Χ. ΠΡΙΝΙΑΝΑΚΗ xyxy=(841,486,945,515)
section-band-title: ΑΠΟ ΤΗΝ ΚΑΘΗΜΕΡΙΝΗ ΖΩΗ - ΤΕΧΝΗ ΚΑΙ ΚΙΝΗΣΗ xyxy=(426,72,1165,109)
ad-phone: Τηλέφ. 93.93 xyxy=(1056,1730,1152,1746)
ad-line: Ήρξατο λειτουργοῦν έν τή Κλινική xyxy=(495,1677,732,1693)
ad-line: ΜΑΙΕΥΤΙΚΗ-ΓΥΝΑΙΚΟΛΟΓΙΚΗ xyxy=(65,1663,379,1686)
ad-line: Πλείστοι πελάται μεζέδων. Περιποίησις πλήρης. Επισκεφθήτε μας καί θά μείνετε ικανοποιημένοι. xyxy=(828,1922,1141,1952)
crossword-cell[interactable] xyxy=(1146,229,1165,251)
crossword-cell[interactable] xyxy=(1124,184,1146,207)
ad-name: ΚΑΦΕ ΟΥΖΕΡΙ «ΣΙΚ» xyxy=(876,1823,1093,1846)
ad-mourtzidis xyxy=(809,1600,1159,1755)
